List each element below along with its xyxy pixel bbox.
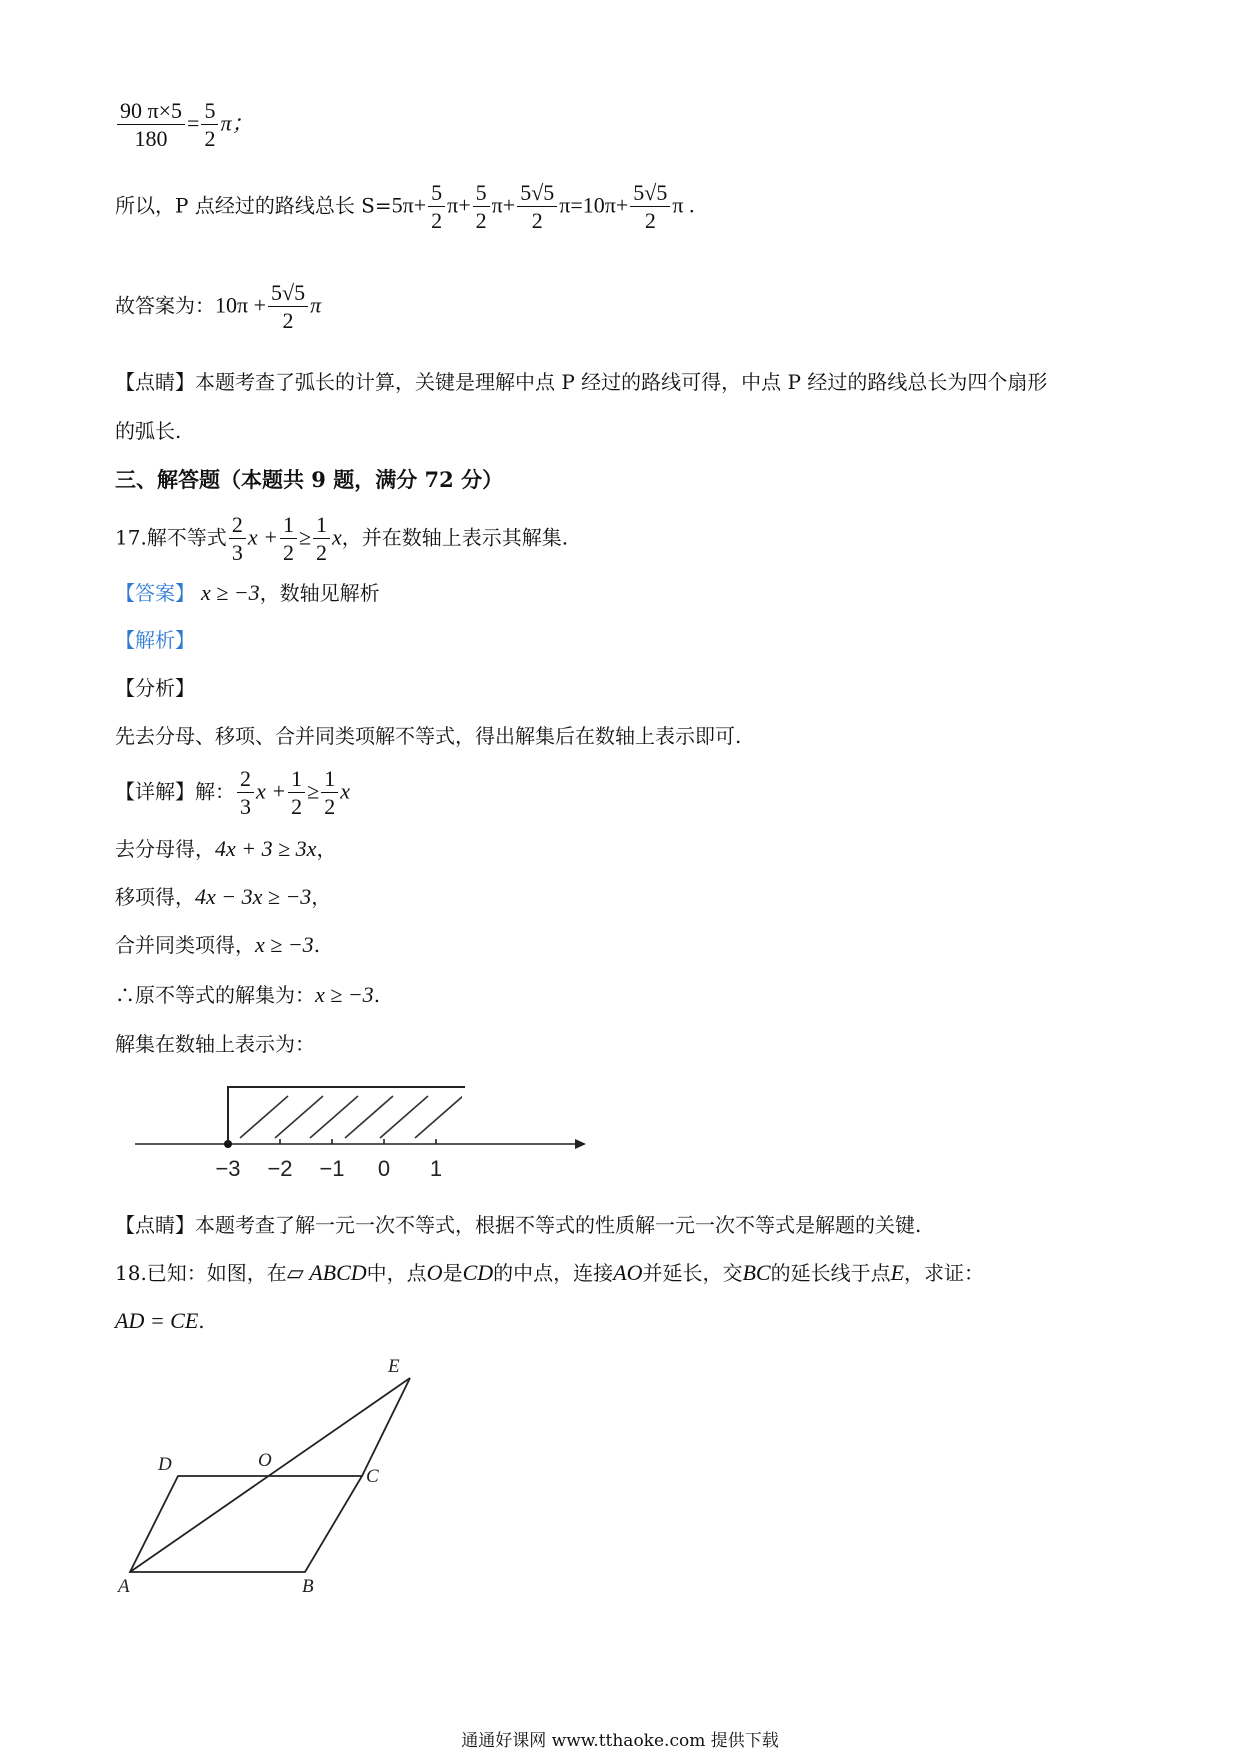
- segment-ce: [362, 1378, 410, 1476]
- question-17: 17.解不等式 $\frac{2}{3}$ x + $\frac{1}{2}$ ≥ $\frac{1}{2}$ x，并在数轴上表示其解集.: [115, 512, 569, 566]
- total-path-line: 所以，P 点经过的路线总长 S=5π+ $\frac{5}{2}$ π+ $\frac{5}{2}$ π+ $\frac{5√5}{2}$ π=10π+ $\frac{5√5}{2}$ π .: [115, 180, 695, 234]
- fraction: $\frac{2}{3}$: [237, 766, 254, 820]
- dianjing-line-1: 【点睛】本题考查了弧长的计算，关键是理解中点 P 经过的路线可得，中点 P 经过的路线总长为四个扇形: [115, 370, 1048, 394]
- tick-label: 1: [429, 1156, 443, 1181]
- label-e: E: [388, 1356, 400, 1377]
- parallelogram-figure: [110, 1348, 430, 1598]
- fraction: $\frac{1}{2}$: [313, 512, 330, 566]
- axis-arrow-icon: [575, 1139, 586, 1149]
- tick-label: −1: [319, 1156, 345, 1181]
- question-18-line-2: AD = CE.: [115, 1308, 205, 1333]
- xiangjie-line: 【详解】解： $\frac{2}{3}$ x + $\frac{1}{2}$ ≥ $\frac{1}{2}$ x: [115, 766, 350, 820]
- dianjing-2: 【点睛】本题考查了解一元一次不等式，根据不等式的性质解一元一次不等式是解题的关键.: [115, 1213, 922, 1237]
- label-o: O: [258, 1450, 272, 1471]
- label-b: B: [302, 1576, 314, 1597]
- fraction: $\frac{5}{2}$: [428, 180, 445, 234]
- label-c: C: [366, 1466, 379, 1487]
- fraction: $\frac{5}{2}$: [201, 98, 218, 152]
- jiexi-label: 【解析】: [115, 628, 195, 652]
- section-heading: 三、解答题（本题共 9 题，满分 72 分）: [115, 467, 504, 492]
- step-3: 合并同类项得，x ≥ −3.: [115, 932, 321, 957]
- step-5: 解集在数轴上表示为：: [115, 1032, 315, 1056]
- step-2: 移项得，4x − 3x ≥ −3，: [115, 884, 332, 909]
- label-a: A: [118, 1576, 130, 1597]
- tick-label: 0: [377, 1156, 391, 1181]
- answer-17: 【答案】 x ≥ −3，数轴见解析: [115, 580, 380, 605]
- solution-bracket: [228, 1087, 465, 1144]
- page-footer: 通通好课网 www.tthaoke.com 提供下载: [461, 1731, 779, 1751]
- fraction: $\frac{5}{2}$: [473, 180, 490, 234]
- fraction: $\frac{5√5}{2}$: [630, 180, 670, 234]
- fraction: $\frac{90 \pi\times 5}{180}$: [117, 98, 185, 152]
- fraction: $\frac{5√5}{2}$: [517, 180, 557, 234]
- arc-length-formula: $\frac{90 \pi\times 5}{180}$ = $\frac{5}{2}$ π；: [115, 98, 253, 152]
- tick-label: −2: [267, 1156, 293, 1181]
- fraction: $\frac{1}{2}$: [288, 766, 305, 820]
- step-1: 去分母得，4x + 3 ≥ 3x，: [115, 836, 337, 861]
- fraction: $\frac{2}{3}$: [229, 512, 246, 566]
- question-18-line-1: 18.已知：如图，在▱ ABCD中，点O是CD的中点，连接AO并延长，交BC的延长线于点E，求证：: [115, 1260, 985, 1285]
- solution-hatching: [240, 1096, 463, 1138]
- fraction: $\frac{5√5}{2}$: [268, 280, 308, 334]
- fenxi-label: 【分析】: [115, 676, 195, 700]
- step-4: ∴原不等式的解集为：x ≥ −3.: [115, 982, 381, 1007]
- fenxi-text: 先去分母、移项、合并同类项解不等式，得出解集后在数轴上表示即可.: [115, 724, 742, 748]
- dianjing-line-2: 的弧长.: [115, 419, 182, 443]
- number-line-figure: [120, 1070, 590, 1185]
- answer-line: 故答案为：10π + $\frac{5√5}{2}$ π: [115, 280, 322, 334]
- parallelogram-abcd: [130, 1476, 362, 1572]
- label-d: D: [158, 1454, 172, 1475]
- tick-label: −3: [215, 1156, 241, 1181]
- fraction: $\frac{1}{2}$: [280, 512, 297, 566]
- fraction: $\frac{1}{2}$: [321, 766, 338, 820]
